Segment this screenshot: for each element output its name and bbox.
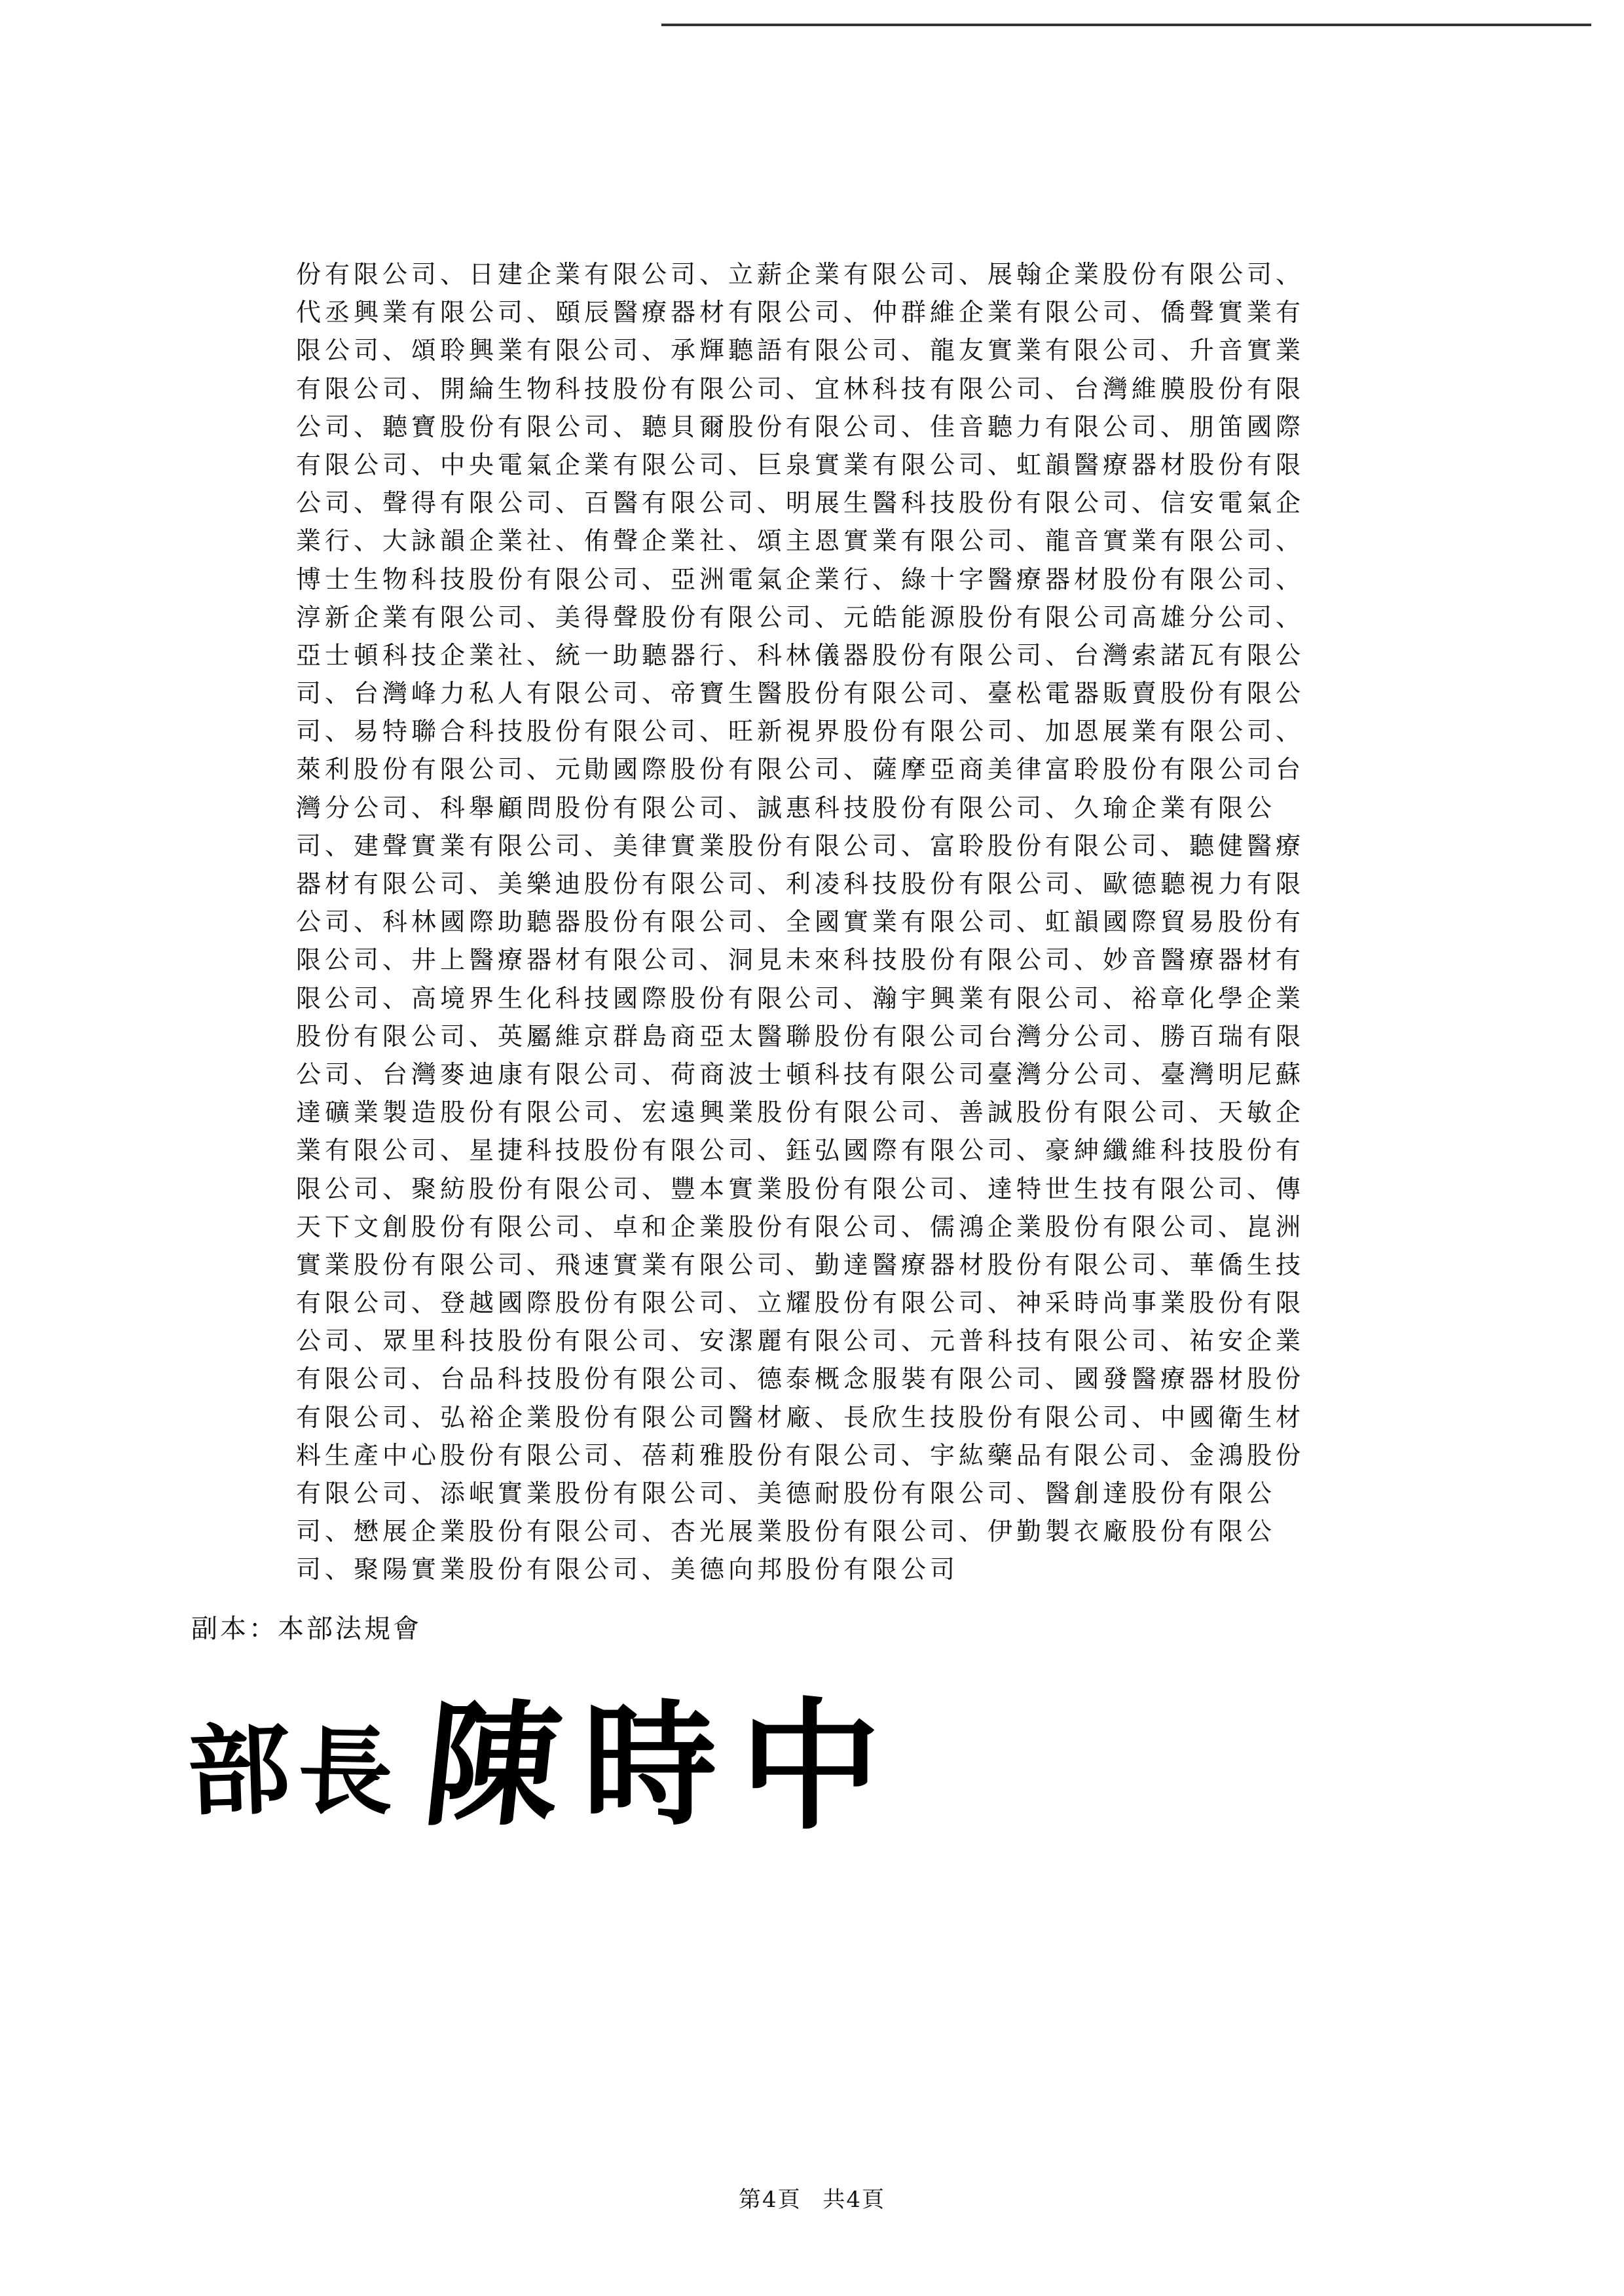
recipient-line: 有限公司、開綸生物科技股份有限公司、宜林科技有限公司、台灣維膜股份有限 [296, 374, 1305, 403]
signature-glyph: 時 [583, 1687, 717, 1844]
signature-glyph: 中 [740, 1683, 881, 1849]
recipient-line: 有限公司、弘裕企業股份有限公司醫材廠、長欣生技股份有限公司、中國衛生材 [296, 1402, 1305, 1432]
recipient-line: 業行、大詠韻企業社、侑聲企業社、頌主恩實業有限公司、龍音實業有限公司、 [296, 526, 1305, 556]
recipient-line: 司、台灣峰力私人有限公司、帝寶生醫股份有限公司、臺松電器販賣股份有限公 [296, 679, 1305, 708]
signature-stamp [185, 1683, 936, 1853]
recipient-line: 有限公司、添岷實業股份有限公司、美德耐股份有限公司、醫創達股份有限公 [296, 1479, 1276, 1508]
recipient-line: 淳新企業有限公司、美得聲股份有限公司、元皓能源股份有限公司高雄分公司、 [296, 602, 1305, 632]
recipient-line: 份有限公司、日建企業有限公司、立薪企業有限公司、展翰企業股份有限公司、 [296, 260, 1305, 289]
recipient-line: 亞士頓科技企業社、統一助聽器行、科林儀器股份有限公司、台灣索諾瓦有限公 [296, 640, 1305, 670]
recipient-line: 公司、聽寶股份有限公司、聽貝爾股份有限公司、佳音聽力有限公司、朋笛國際 [296, 412, 1305, 441]
recipient-line: 限公司、高境界生化科技國際股份有限公司、瀚宇興業有限公司、裕章化學企業 [296, 983, 1305, 1013]
top-rule [661, 24, 1591, 26]
recipient-line: 業有限公司、星捷科技股份有限公司、鈺弘國際有限公司、豪紳纖維科技股份有 [296, 1136, 1305, 1165]
recipient-line: 料生產中心股份有限公司、蓓莉雅股份有限公司、宇紘藥品有限公司、金鴻股份 [296, 1440, 1305, 1470]
page-number: 第4頁 [738, 2187, 802, 2213]
recipient-line: 器材有限公司、美樂迪股份有限公司、利凌科技股份有限公司、歐德聽視力有限 [296, 869, 1305, 898]
recipient-line: 博士生物科技股份有限公司、亞洲電氣企業行、綠十字醫療器材股份有限公司、 [296, 564, 1305, 594]
signature-glyph: 陳 [417, 1687, 568, 1844]
recipient-line: 司、建聲實業有限公司、美律實業股份有限公司、富聆股份有限公司、聽健醫療 [296, 831, 1305, 860]
recipient-line: 限公司、井上醫療器材有限公司、洞見未來科技股份有限公司、妙音醫療器材有 [296, 945, 1305, 975]
recipient-line: 公司、科林國際助聽器股份有限公司、全國實業有限公司、虹韻國際貿易股份有 [296, 907, 1305, 937]
recipient-line: 司、懋展企業股份有限公司、杏光展業股份有限公司、伊勤製衣廠股份有限公 [296, 1517, 1276, 1546]
recipient-line: 代丞興業有限公司、頤辰醫療器材有限公司、仲群維企業有限公司、僑聲實業有 [296, 298, 1305, 327]
recipient-line: 股份有限公司、英屬維京群島商亞太醫聯股份有限公司台灣分公司、勝百瑞有限 [296, 1021, 1305, 1051]
recipient-line: 有限公司、登越國際股份有限公司、立耀股份有限公司、神采時尚事業股份有限 [296, 1288, 1305, 1318]
recipient-line: 萊利股份有限公司、元勛國際股份有限公司、薩摩亞商美律富聆股份有限公司台 [296, 755, 1305, 784]
recipient-line: 天下文創股份有限公司、卓和企業股份有限公司、儒鴻企業股份有限公司、崑洲 [296, 1212, 1305, 1241]
recipient-line: 有限公司、台品科技股份有限公司、德泰概念服裝有限公司、國發醫療器材股份 [296, 1364, 1305, 1394]
recipient-line: 公司、眾里科技股份有限公司、安潔麗有限公司、元普科技有限公司、祐安企業 [296, 1326, 1305, 1356]
recipient-line: 有限公司、中央電氣企業有限公司、巨泉實業有限公司、虹韻醫療器材股份有限 [296, 450, 1305, 479]
recipient-list [296, 255, 1435, 1589]
recipient-line: 限公司、頌聆興業有限公司、承輝聽語有限公司、龍友實業有限公司、升音實業 [296, 336, 1305, 365]
recipient-line: 司、易特聯合科技股份有限公司、旺新視界股份有限公司、加恩展業有限公司、 [296, 717, 1305, 746]
page-footer [0, 2181, 1624, 2214]
recipient-line: 達礦業製造股份有限公司、宏遠興業股份有限公司、善誠股份有限公司、天敏企 [296, 1098, 1305, 1127]
signature-glyph: 長 [297, 1715, 394, 1829]
recipient-line: 公司、台灣麥迪康有限公司、荷商波士頓科技有限公司臺灣分公司、臺灣明尼蘇 [296, 1059, 1305, 1089]
recipient-line: 公司、聲得有限公司、百醫有限公司、明展生醫科技股份有限公司、信安電氣企 [296, 488, 1305, 518]
cc-line: 副本：本部法規會 [191, 1614, 422, 1644]
recipient-line: 實業股份有限公司、飛速實業有限公司、勤達醫療器材股份有限公司、華僑生技 [296, 1250, 1305, 1279]
recipient-line: 限公司、聚紡股份有限公司、豐本實業股份有限公司、達特世生技有限公司、傳 [296, 1174, 1305, 1203]
page-total: 共4頁 [822, 2187, 886, 2213]
recipient-line: 灣分公司、科舉顧問股份有限公司、誠惠科技股份有限公司、久瑜企業有限公 [296, 793, 1276, 822]
signature-glyph: 部 [185, 1711, 293, 1831]
recipient-line: 司、聚陽實業股份有限公司、美德向邦股份有限公司 [296, 1555, 959, 1584]
